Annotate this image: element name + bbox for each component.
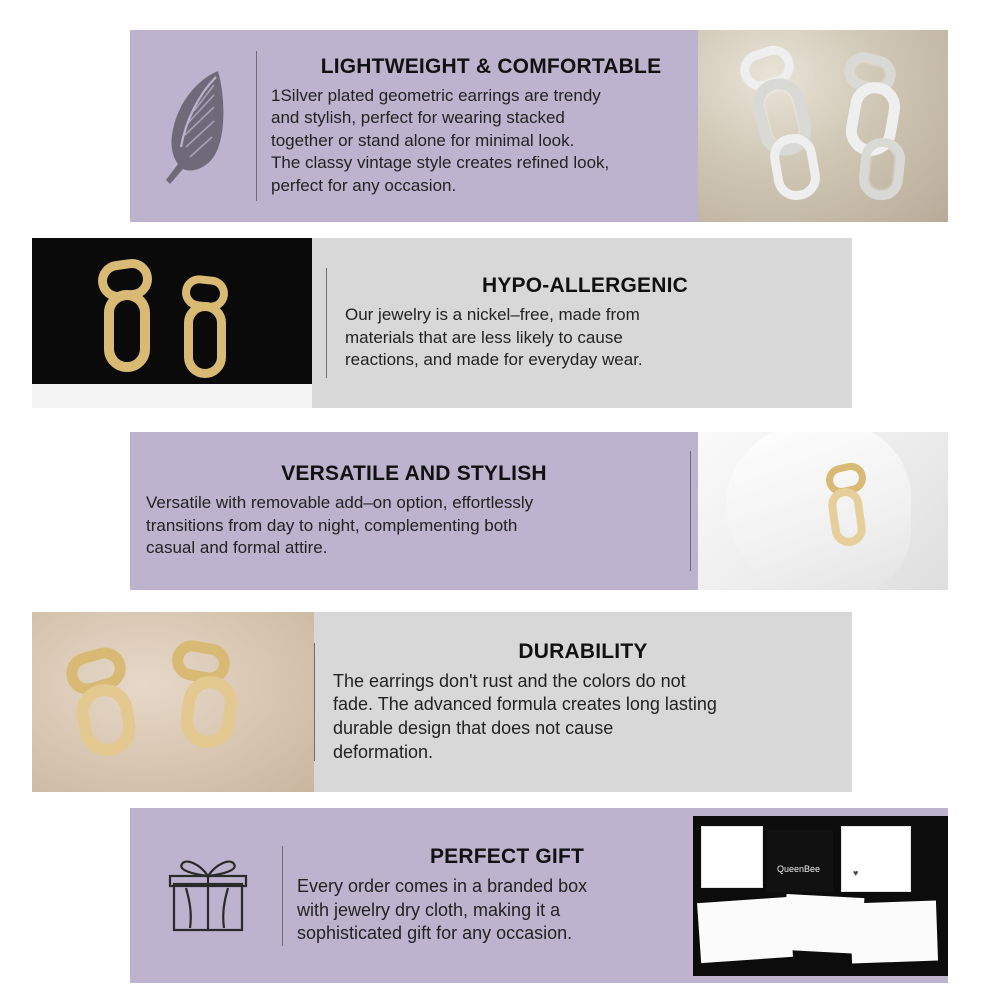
earring-on-ear-model-photo: [698, 432, 948, 590]
feature-text-durability: [333, 612, 833, 792]
feature-block-durability: [32, 612, 852, 792]
feature-heading: PERFECT GIFT: [429, 844, 585, 868]
feature-heading: DURABILITY: [518, 639, 648, 663]
divider: [314, 643, 315, 761]
divider: [690, 451, 691, 571]
divider: [326, 268, 327, 378]
feature-text-hypoallergenic: [345, 238, 825, 408]
divider: [256, 51, 257, 201]
feature-text-perfect-gift: [297, 808, 717, 983]
feature-block-hypoallergenic: [32, 238, 852, 408]
feature-heading: HYPO-ALLERGENIC: [481, 274, 688, 298]
feature-body: Versatile with removable add–on option, effortlessly transitions from day to night, complementing both casual and formal attire.: [146, 493, 534, 558]
feature-heading: LIGHTWEIGHT & COMFORTABLE: [320, 54, 662, 78]
gold-earrings-black-background-photo: [32, 238, 312, 408]
feature-body: 1Silver plated geometric earrings are trendy and stylish, perfect for wearing stacked together or stand alone for minimal look. The classy vintage style creates refined look, perfect for any occasion.: [271, 85, 610, 195]
feature-text-versatile: [130, 432, 682, 590]
brand-label: QueenBee: [777, 864, 821, 874]
silver-chain-earrings-photo: [698, 30, 948, 222]
feather-icon: [144, 30, 252, 222]
gold-pave-earrings-photo: [32, 612, 314, 792]
feature-block-lightweight: [130, 30, 948, 222]
feature-body: Our jewelry is a nickel–free, made from materials that are less likely to cause reactions, and made for everyday wear.: [345, 305, 643, 370]
feature-body: Every order comes in a branded box with jewelry dry cloth, making it a sophisticated gift for any occasion.: [297, 875, 588, 944]
feature-text-lightweight: [271, 30, 711, 222]
feature-heading: VERSATILE AND STYLISH: [281, 462, 547, 486]
branded-gift-box-photo: QueenBee ♥: [693, 816, 948, 976]
divider: [282, 846, 283, 946]
feature-body: The earrings don't rust and the colors do not fade. The advanced formula creates long lasting durable design that does not cause deformation.: [333, 670, 717, 762]
feature-block-versatile: [130, 432, 948, 590]
feature-block-perfect-gift: [130, 808, 948, 983]
gift-box-icon: [148, 808, 268, 983]
